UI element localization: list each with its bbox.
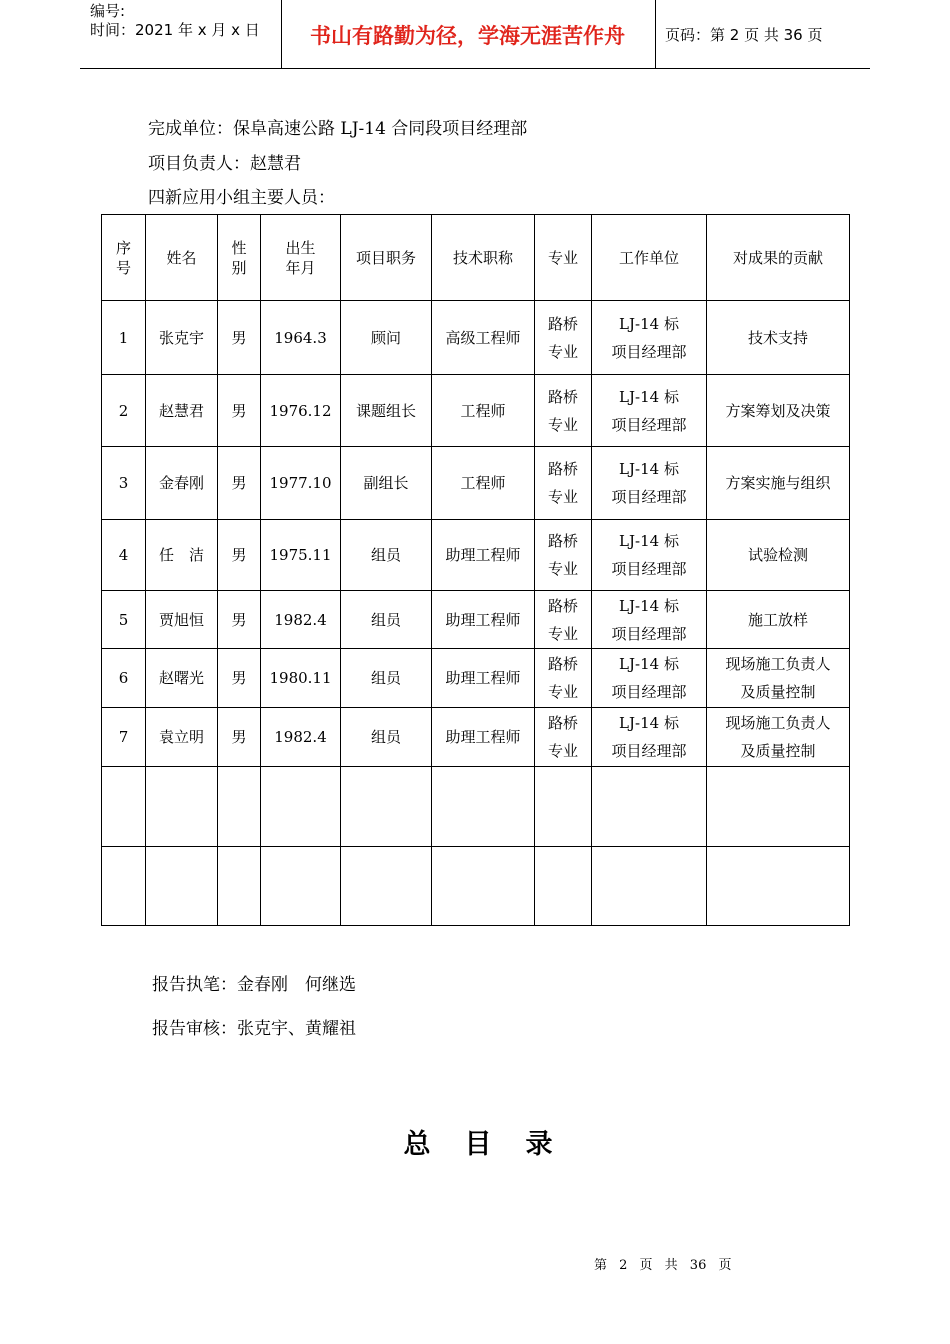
table-row	[102, 649, 850, 708]
cell-title: 工程师	[432, 447, 535, 520]
page-header	[80, 0, 870, 69]
col-title: 技术职称	[432, 215, 535, 301]
cell-gender: 男	[218, 520, 261, 591]
cell-major: 路桥 专业	[535, 649, 592, 708]
table-row-empty	[102, 767, 850, 847]
cell-title: 助理工程师	[432, 520, 535, 591]
cell-gender: 男	[218, 447, 261, 520]
cell-name: 袁立明	[146, 708, 218, 767]
cell-name: 张克宇	[146, 301, 218, 375]
cell-contribution: 方案筹划及决策	[707, 375, 850, 447]
cell-contribution: 现场施工负责人 及质量控制	[707, 708, 850, 767]
cell-name: 赵慧君	[146, 375, 218, 447]
cell-contribution: 现场施工负责人 及质量控制	[707, 649, 850, 708]
header-motto: 书山有路勤为径，学海无涯苦作舟	[310, 24, 625, 48]
cell-major: 路桥 专业	[535, 301, 592, 375]
cell-contribution: 技术支持	[707, 301, 850, 375]
col-unit: 工作单位	[592, 215, 707, 301]
cell-unit: LJ-14 标 项目经理部	[592, 649, 707, 708]
table-row	[102, 375, 850, 447]
cell-position: 组员	[341, 591, 432, 649]
cell-major: 路桥 专业	[535, 447, 592, 520]
cell-major: 路桥 专业	[535, 708, 592, 767]
cell-name: 金春刚	[146, 447, 218, 520]
cell-position: 组员	[341, 649, 432, 708]
cell-seq: 2	[102, 375, 146, 447]
cell-major: 路桥 专业	[535, 375, 592, 447]
cell-birth: 1964.3	[261, 301, 341, 375]
cell-contribution: 方案实施与组织	[707, 447, 850, 520]
cell-gender: 男	[218, 591, 261, 649]
section-title: 总目录	[403, 1129, 587, 1160]
col-contribution: 对成果的贡献	[707, 215, 850, 301]
cell-gender: 男	[218, 301, 261, 375]
cell-seq: 5	[102, 591, 146, 649]
cell-title: 助理工程师	[432, 649, 535, 708]
cell-position: 课题组长	[341, 375, 432, 447]
col-major: 专业	[535, 215, 592, 301]
completion-unit: 完成单位：保阜高速公路 LJ-14 合同段项目经理部	[148, 119, 528, 139]
page-footer: 第 2 页 共 36 页	[594, 1258, 732, 1273]
cell-birth: 1982.4	[261, 708, 341, 767]
cell-position: 副组长	[341, 447, 432, 520]
col-gender: 性 别	[218, 215, 261, 301]
project-leader: 项目负责人：赵慧君	[148, 154, 301, 174]
report-reviewers: 报告审核：张克宇、黄耀祖	[152, 1019, 356, 1039]
header-meta	[90, 2, 260, 40]
cell-name: 任 洁	[146, 520, 218, 591]
cell-birth: 1980.11	[261, 649, 341, 708]
members-title: 四新应用小组主要人员：	[148, 188, 335, 208]
cell-title: 助理工程师	[432, 591, 535, 649]
col-name: 姓名	[146, 215, 218, 301]
col-birth: 出生 年月	[261, 215, 341, 301]
cell-name: 贾旭恒	[146, 591, 218, 649]
cell-birth: 1977.10	[261, 447, 341, 520]
col-position: 项目职务	[341, 215, 432, 301]
cell-gender: 男	[218, 375, 261, 447]
cell-contribution: 试验检测	[707, 520, 850, 591]
cell-contribution: 施工放样	[707, 591, 850, 649]
cell-name: 赵曙光	[146, 649, 218, 708]
cell-unit: LJ-14 标 项目经理部	[592, 708, 707, 767]
header-divider	[655, 0, 656, 68]
cell-position: 组员	[341, 520, 432, 591]
cell-title: 助理工程师	[432, 708, 535, 767]
col-seq: 序 号	[102, 215, 146, 301]
cell-seq: 1	[102, 301, 146, 375]
cell-unit: LJ-14 标 项目经理部	[592, 375, 707, 447]
cell-seq: 3	[102, 447, 146, 520]
cell-title: 工程师	[432, 375, 535, 447]
cell-seq: 7	[102, 708, 146, 767]
report-writers: 报告执笔：金春刚 何继选	[152, 975, 356, 995]
table-row	[102, 447, 850, 520]
cell-unit: LJ-14 标 项目经理部	[592, 447, 707, 520]
cell-seq: 4	[102, 520, 146, 591]
cell-birth: 1975.11	[261, 520, 341, 591]
cell-gender: 男	[218, 708, 261, 767]
cell-seq: 6	[102, 649, 146, 708]
cell-unit: LJ-14 标 项目经理部	[592, 591, 707, 649]
cell-title: 高级工程师	[432, 301, 535, 375]
table-row	[102, 591, 850, 649]
table-row	[102, 708, 850, 767]
cell-unit: LJ-14 标 项目经理部	[592, 520, 707, 591]
cell-position: 组员	[341, 708, 432, 767]
cell-position: 顾问	[341, 301, 432, 375]
header-page-label: 页码：第 2 页 共 36 页	[665, 26, 823, 44]
cell-birth: 1982.4	[261, 591, 341, 649]
time-label: 时间：2021 年 x 月 x 日	[90, 21, 260, 39]
cell-major: 路桥 专业	[535, 520, 592, 591]
cell-birth: 1976.12	[261, 375, 341, 447]
table-header-row	[102, 215, 850, 301]
number-label: 编号:	[90, 2, 126, 20]
cell-unit: LJ-14 标 项目经理部	[592, 301, 707, 375]
cell-gender: 男	[218, 649, 261, 708]
cell-major: 路桥 专业	[535, 591, 592, 649]
members-table	[101, 214, 850, 926]
table-row-empty	[102, 847, 850, 926]
table-row	[102, 301, 850, 375]
table-row	[102, 520, 850, 591]
